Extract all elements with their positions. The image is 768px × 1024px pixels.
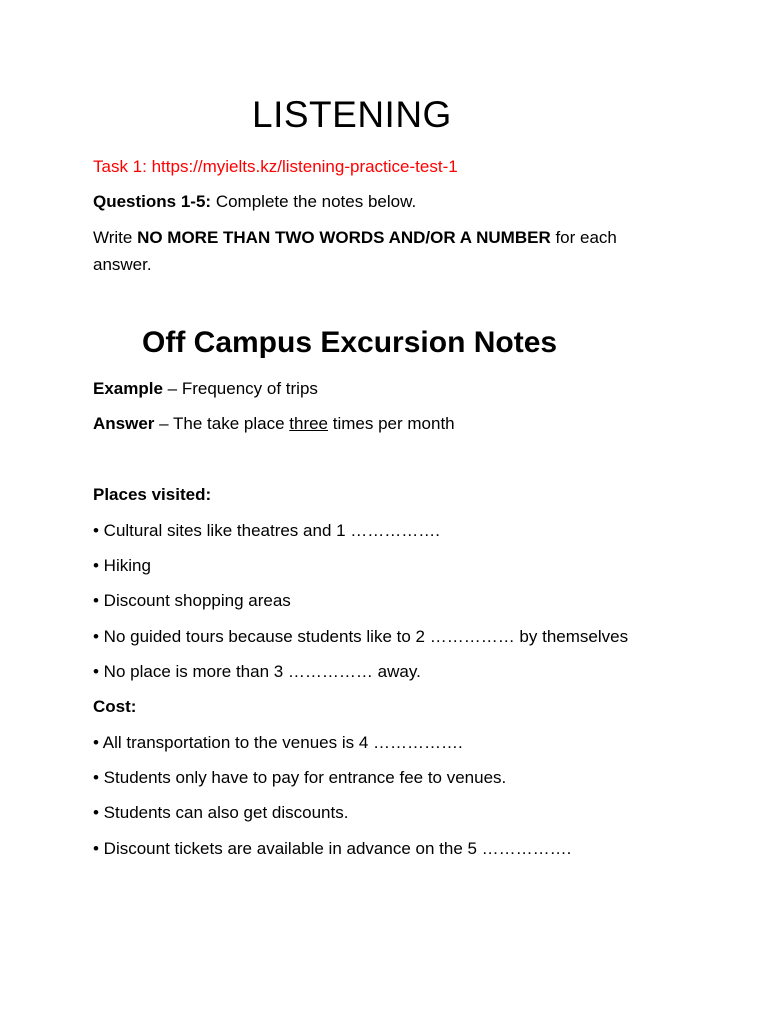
task-link[interactable]: https://myielts.kz/listening-practice-test-1 (151, 157, 458, 176)
write-suffix: for each (550, 228, 617, 247)
list-item: • Students can also get discounts. (93, 803, 349, 822)
questions-text: Complete the notes below. (211, 192, 417, 211)
write-instruction (93, 225, 617, 251)
example-text: – Frequency of trips (162, 379, 318, 398)
example-line (93, 376, 318, 402)
example-label: Example (93, 379, 163, 398)
cost-heading (93, 694, 136, 720)
places-heading-text: Places visited: (93, 485, 212, 504)
list-item: • Students only have to pay for entrance fee to venues. (93, 768, 507, 787)
list-item: • Cultural sites like theatres and 1 ……………. (93, 521, 441, 540)
answer-line (93, 411, 455, 437)
page-title: LISTENING (252, 94, 452, 135)
notes-heading: Off Campus Excursion Notes (142, 326, 558, 359)
questions-line (93, 189, 416, 215)
task-label: Task 1: (93, 157, 147, 176)
places-heading (93, 482, 211, 508)
list-item: • No place is more than 3 …………… away. (93, 662, 421, 681)
answer-text-after: times per month (328, 414, 455, 433)
answer-underlined: three (289, 414, 329, 433)
list-item: • No guided tours because students like to 2 …………… by themselves (93, 627, 629, 646)
answer-label: Answer (93, 414, 155, 433)
list-item: • Discount shopping areas (93, 591, 291, 610)
list-item: • Hiking (93, 556, 151, 575)
questions-label: Questions 1-5: (93, 192, 212, 211)
write-instruction-line2: answer. (93, 255, 152, 274)
list-item: • Discount tickets are available in advance on the 5 ……………. (93, 839, 572, 858)
write-bold: NO MORE THAN TWO WORDS AND/OR A NUMBER (137, 228, 551, 247)
cost-heading-text: Cost: (93, 697, 137, 716)
answer-text-before: – The take place (154, 414, 290, 433)
task-line (93, 157, 458, 177)
list-item: • All transportation to the venues is 4 ……………. (93, 733, 463, 752)
write-prefix: Write (93, 228, 138, 247)
